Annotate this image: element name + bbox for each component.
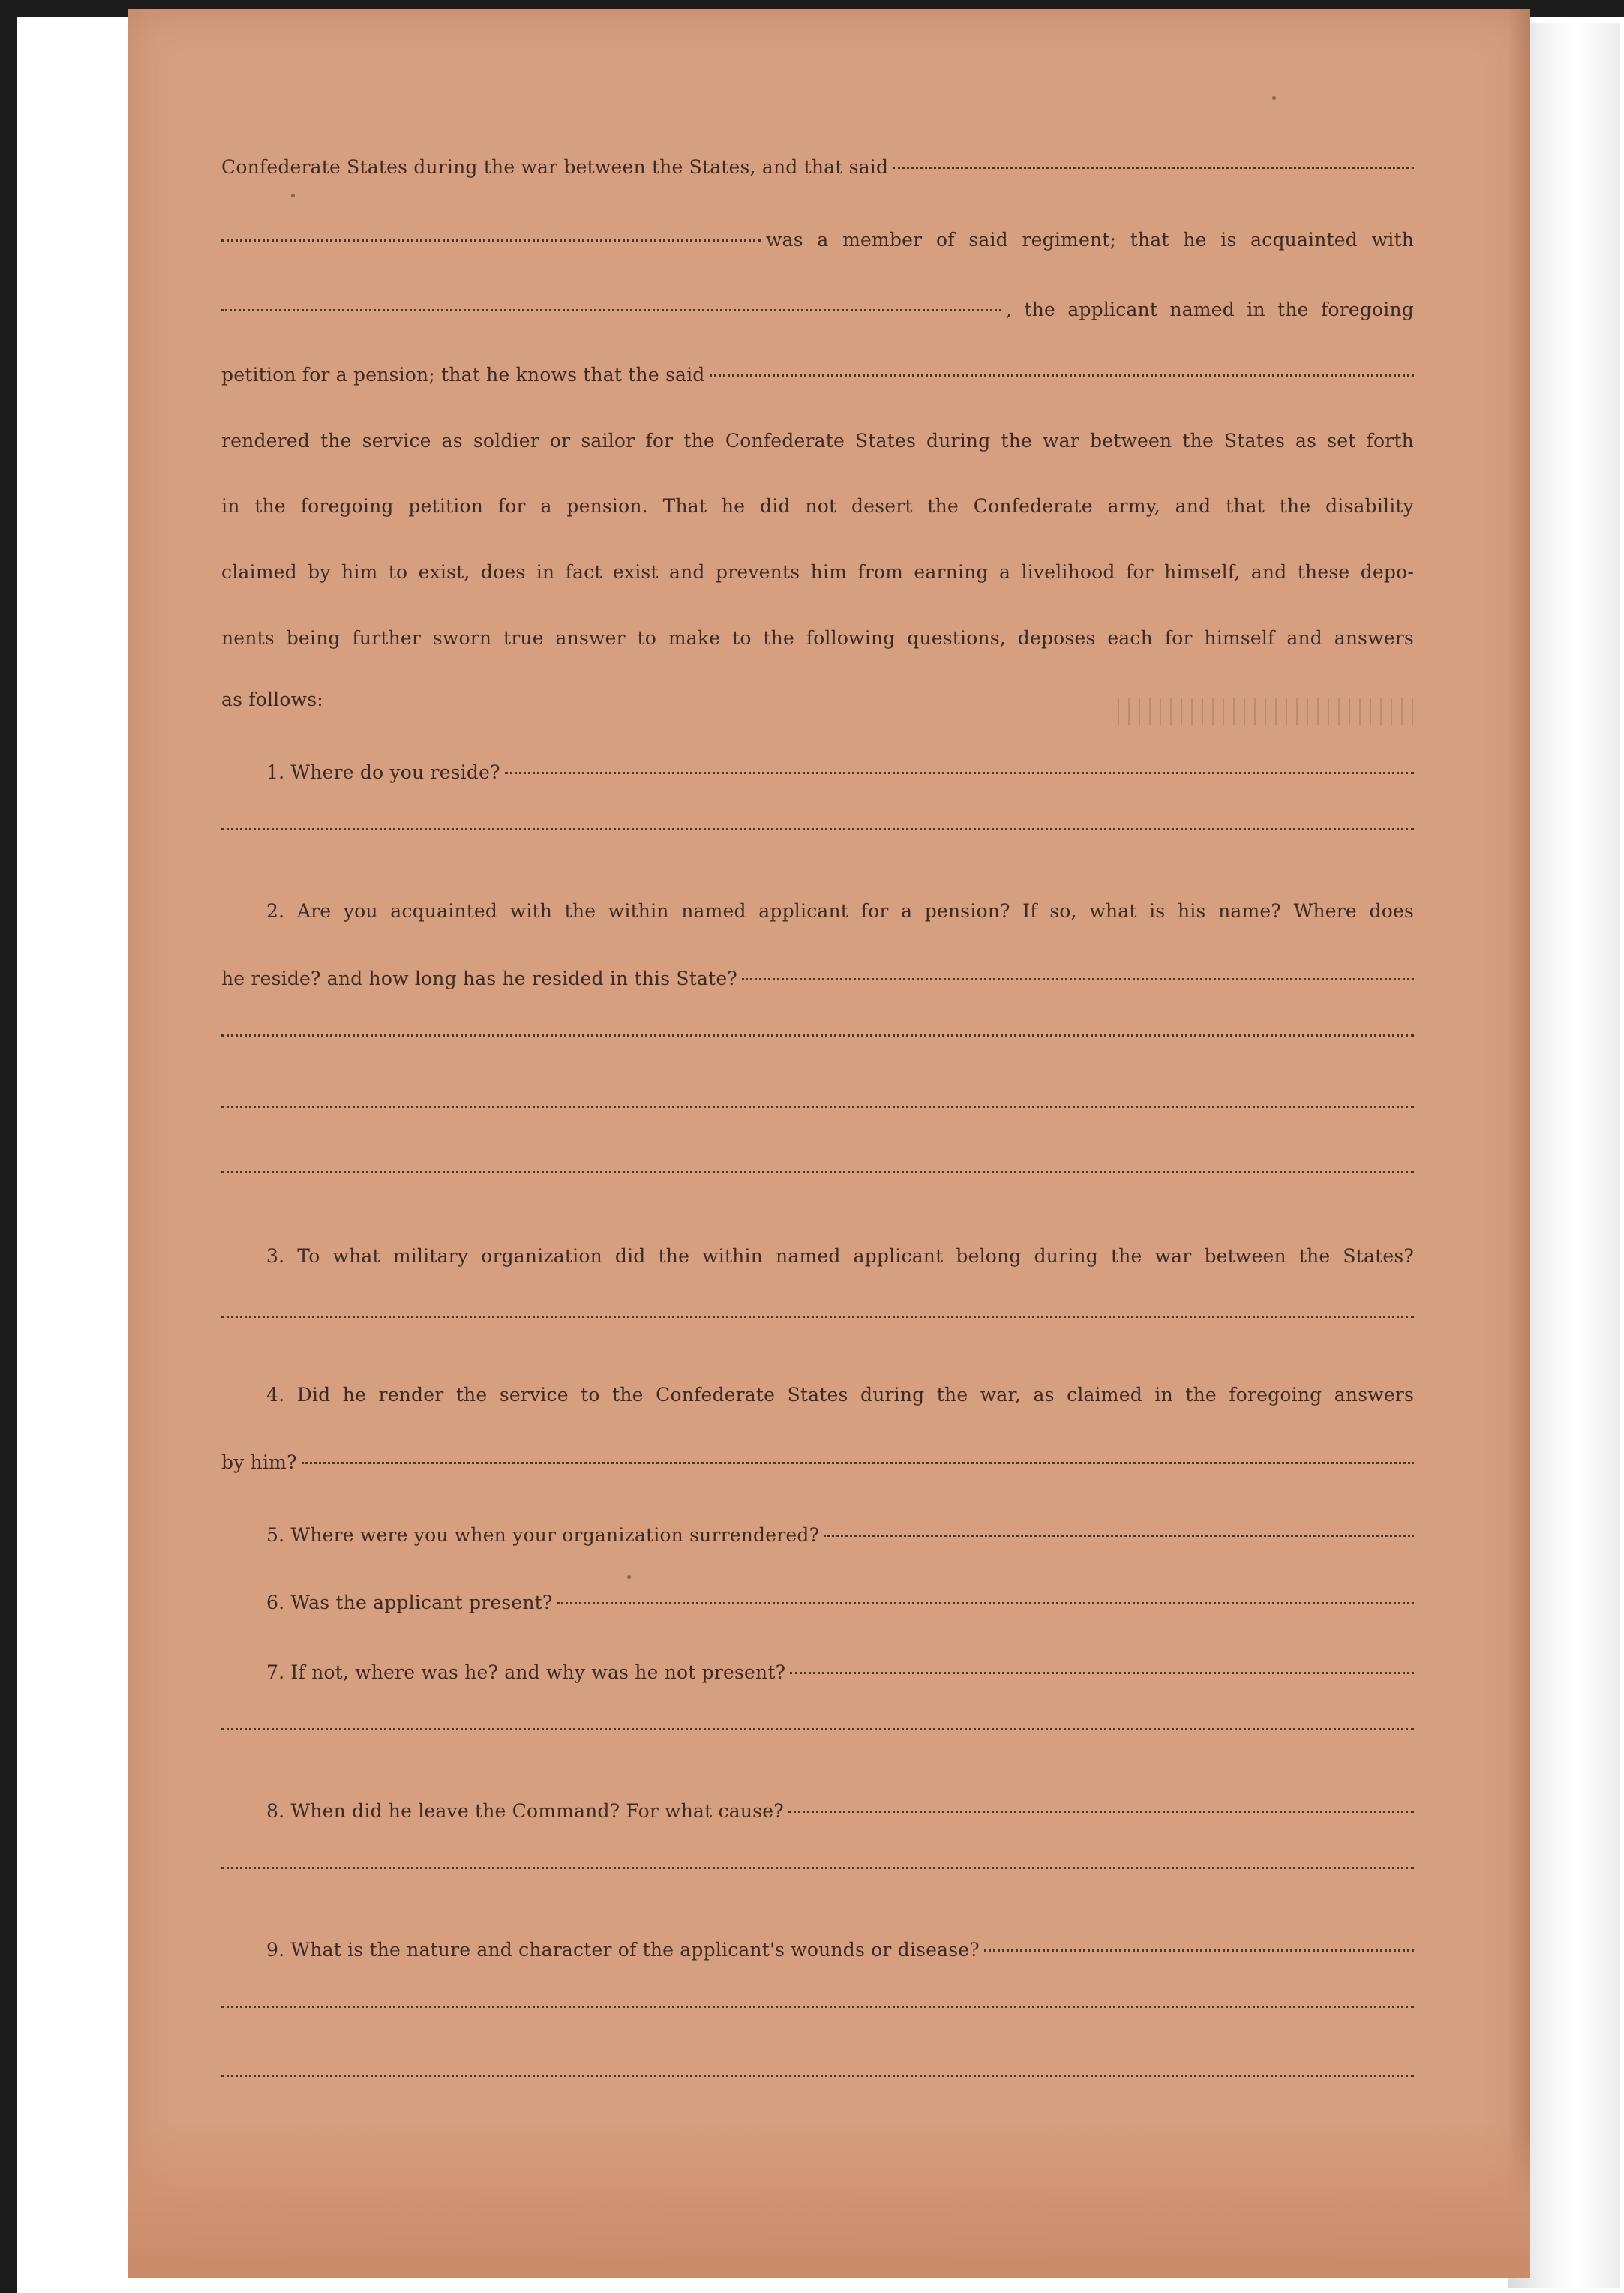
answer-field[interactable] — [221, 1867, 1414, 1869]
answer-line — [221, 1039, 1414, 1041]
paper-speck — [627, 1575, 631, 1579]
answer-field[interactable] — [221, 1728, 1414, 1730]
faint-stamp-mark — [1118, 698, 1418, 725]
answer-field[interactable] — [221, 2075, 1414, 2077]
paragraph-line-8: nents being further sworn true answer to make to the following questions, deposes each for himself and answers — [221, 627, 1414, 649]
answer-field[interactable] — [984, 1949, 1414, 1952]
answer-field[interactable] — [505, 772, 1414, 774]
answer-line — [221, 1733, 1414, 1735]
question-2-line-2: he reside? and how long has he resided in this State? — [221, 968, 1414, 989]
answer-line — [221, 2010, 1414, 2012]
paragraph-line-2: was a member of said regiment; that he is acquainted with — [221, 229, 1414, 251]
question-5: 5. Where were you when your organization surrendered? — [266, 1524, 1414, 1546]
answer-line — [221, 1320, 1414, 1322]
question-4-line-1: 4. Did he render the service to the Confederate States during the war, as claimed in the foregoing answers — [266, 1384, 1414, 1406]
paragraph-line-4: petition for a pension; that he knows that the said — [221, 364, 1414, 386]
question-7: 7. If not, where was he? and why was he not present? — [266, 1661, 1414, 1683]
question-8: 8. When did he leave the Command? For what cause? — [266, 1800, 1414, 1822]
blank-field[interactable] — [893, 167, 1414, 169]
answer-field[interactable] — [742, 978, 1414, 980]
answer-line — [221, 1871, 1414, 1874]
question-3: 3. To what military organization did the within named applicant belong during the war between the States? — [266, 1245, 1414, 1267]
answer-field[interactable] — [824, 1535, 1414, 1537]
answer-field[interactable] — [221, 1106, 1414, 1108]
question-9: 9. What is the nature and character of the applicant's wounds or disease? — [266, 1939, 1414, 1961]
answer-field[interactable] — [221, 1316, 1414, 1318]
paragraph-line-7: claimed by him to exist, does in fact exist and prevents him from earning a livelihood for himself, and these depo- — [221, 561, 1414, 583]
scan-frame-left — [0, 0, 17, 2293]
answer-field[interactable] — [221, 2006, 1414, 2008]
answer-field[interactable] — [221, 1171, 1414, 1173]
paragraph-line-3: , the applicant named in the foregoing — [221, 299, 1414, 320]
answer-line — [221, 833, 1414, 835]
answer-field[interactable] — [221, 1034, 1414, 1037]
blank-field[interactable] — [710, 374, 1414, 377]
question-1: 1. Where do you reside? — [266, 761, 1414, 783]
answer-field[interactable] — [302, 1462, 1414, 1464]
paragraph-line-1: Confederate States during the war between the States, and that said — [221, 156, 1414, 178]
paragraph-line-9: as follows: — [221, 689, 323, 710]
answer-field[interactable] — [557, 1602, 1414, 1604]
paragraph-line-6: in the foregoing petition for a pension. That he did not desert the Confederate army, and that the disability — [221, 495, 1414, 517]
answer-field[interactable] — [788, 1811, 1414, 1813]
paragraph-line-5: rendered the service as soldier or sailor for the Confederate States during the war between the States as set forth — [221, 430, 1414, 452]
document-page — [128, 9, 1530, 2278]
answer-line — [221, 1175, 1414, 1178]
answer-line — [221, 2079, 1414, 2081]
blank-field[interactable] — [221, 239, 761, 242]
paper-speck — [291, 194, 295, 197]
question-4-line-2: by him? — [221, 1451, 1414, 1473]
question-2-line-1: 2. Are you acquainted with the within named applicant for a pension? If so, what is his name? Where does — [266, 900, 1414, 922]
answer-field[interactable] — [790, 1672, 1414, 1674]
paper-speck — [1272, 96, 1276, 100]
question-6: 6. Was the applicant present? — [266, 1592, 1414, 1613]
answer-line — [221, 1110, 1414, 1112]
blank-field[interactable] — [221, 309, 1001, 311]
answer-field[interactable] — [221, 828, 1414, 830]
